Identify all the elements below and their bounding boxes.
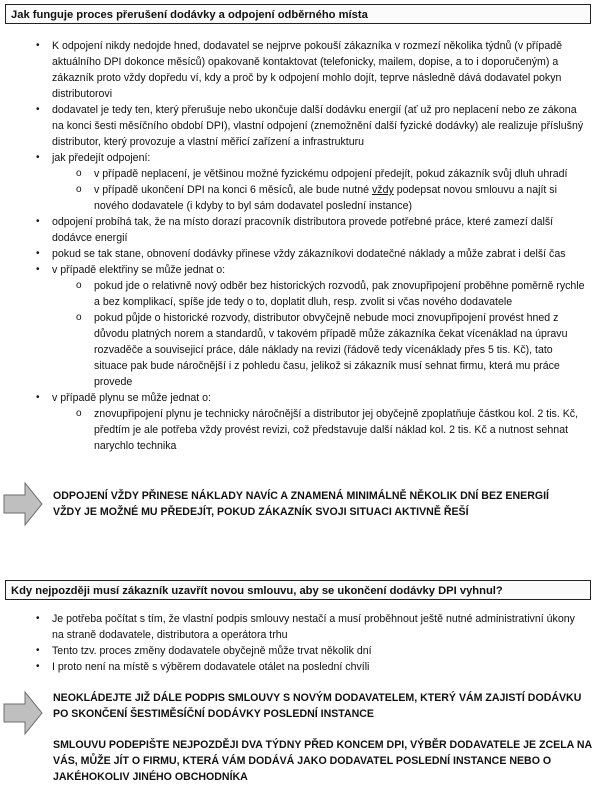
bullet-icon: • [36, 248, 40, 259]
section-1-list [0, 38, 600, 454]
bullet-icon: • [36, 152, 40, 163]
section-1-title: Jak funguje proces přerušení dodávky a odpojení odběrného místa [5, 4, 591, 24]
bullet-icon: • [36, 40, 40, 51]
bullet-icon: • [36, 264, 40, 275]
section-2-list [0, 611, 600, 675]
right-arrow-icon [3, 481, 43, 527]
emphasis-always: vždy [371, 184, 394, 196]
right-arrow-icon [3, 690, 43, 736]
section-1-callout: ODPOJENÍ VŽDY PŘINESE NÁKLADY NAVÍC A ZNAMENÁ MINIMÁLNĚ NĚKOLIK DNÍ BEZ ENERGIÍ VŽDY JE MOŽNÉ MU PŘEDEJÍT, POKUD ZÁKAZNÍK SVOJI SITUACI AKTIVNĚ ŘEŠÍ [53, 490, 549, 518]
sub-list-item: o v případě neplacení, je většinou možné fyzickému odpojení předejít, pokud zákazník svůj dluh uhradí [76, 168, 568, 180]
list-item: • odpojení probíhá tak, že na místo dorazí pracovník distributora provede potřebné práce, které zamezí další dodávce energií [36, 216, 554, 244]
list-item: • K odpojení nikdy nedojde hned, dodavatel se nejprve pokouší zákazníka v rozmezí několika týdnů (v případě aktuálního DPI dokonce měsíců) opakovaně kontaktovat (telefonicky, mailem, dopise, a to i doporučeným) a zákazník proto vždy dopředu ví, kdy a proč by k odpojení mohlo dojít, teprve následně dává dodavatel pokyn distributorovi [36, 40, 562, 100]
bullet-icon: • [36, 613, 40, 624]
bullet-icon: • [36, 661, 40, 672]
list-item: • v případě plynu se může jednat o: [36, 392, 212, 404]
sub-bullet-icon: o [76, 280, 82, 291]
sub-bullet-icon: o [76, 184, 82, 195]
sub-bullet-icon: o [76, 168, 82, 179]
sub-list-item: o v případě ukončení DPI na konci 6 měsíců, ale bude nutné vždy podepsat novou smlouvu a najít si nového dodavatele (i kdyby to byl sám dodavatel poslední instance) [76, 184, 557, 212]
list-item: • v případě elektřiny se může jednat o: [36, 264, 226, 276]
list-item: • Tento tzv. proces změny dodavatele obyčejně může trvat několik dní [36, 645, 372, 657]
section-2-title: Kdy nejpozději musí zákazník uzavřít novou smlouvu, aby se ukončení dodávky DPI vyhnul? [5, 580, 591, 600]
sub-bullet-icon: o [76, 408, 82, 419]
bullet-icon: • [36, 104, 40, 115]
bullet-icon: • [36, 216, 40, 227]
sub-bullet-icon: o [76, 312, 82, 323]
sub-list-item: o pokud půjde o historické rozvody, distributor obvyčejně nebude moci znovupřipojení provést hned z důvodu platných norem a standardů, v takovém případě může zákazníka čekat vícenáklad na úpravu rozvaděče a souvisejicí práce, dále náklady na revizi (řádově tedy vícenáklady přes 5 tis. Kč), tato situace pak bude náročnější i z pohledu času, jelikož si zákazník musí sehnat firmu, která mu práce provede [76, 312, 568, 388]
sub-list-item: o znovupřipojení plynu je technicky náročnější a distributor jej obyčejně zpoplatňuje částkou kol. 2 tis. Kč, předtím je ale potřeba vždy provést revizi, což představuje další náklad kol. 2 tis. Kč a nutnost sehnat narychlo technika [76, 408, 579, 452]
list-item: • dodavatel je tedy ten, který přerušuje nebo ukončuje další dodávku energií (ať už pro neplacení nebo ze zákona na konci šesti měsíčního období DPI), vlastní odpojení (znemožnění další fyzické dodávky) ale realizuje příslušný distributor, který provozuje a vlastní měřicí zařízení a infrastrukturu [36, 104, 584, 148]
section-2-callout-2: SMLOUVU PODEPIŠTE NEJPOZDĚJI DVA TÝDNY PŘED KONCEM DPI, VÝBĚR DODAVATELE JE ZCELA NA VÁS, MŮŽE JÍT O FIRMU, KTERÁ VÁM DODÁVÁ JAKO DODAVATEL POSLEDNÍ INSTANCE NEBO O JAKÉHOKOLIV JINÉHO OBCHODNÍKA [53, 739, 592, 783]
list-item: • pokud se tak stane, obnovení dodávky přinese vždy zákazníkovi dodatečné náklady a může zabrat i delší čas [36, 248, 566, 260]
bullet-icon: • [36, 392, 40, 403]
list-item: • jak předejít odpojení: [36, 152, 151, 164]
sub-list-item: o pokud jde o relativně nový odběr bez historických rozvodů, pak znovupřipojení proběhne poměrně rychle a bez komplikací, spíše jde tedy o to, doplatit dluh, resp. zvolit si včas nového dodavatele [76, 280, 585, 308]
section-2-callout-1: NEOKLÁDEJTE JIŽ DÁLE PODPIS SMLOUVY S NOVÝM DODAVATELEM, KTERÝ VÁM ZAJISTÍ DODÁVKU PO SKONČENÍ ŠESTIMĚSÍČNÍ DODÁVKY POSLEDNÍ INSTANCE [53, 692, 582, 720]
bullet-icon: • [36, 645, 40, 656]
list-item: • Je potřeba počítat s tím, že vlastní podpis smlouvy nestačí a musí proběhnout ještě nutné administrativní úkony na straně dodavatele, distributora a operátora trhu [36, 613, 575, 641]
list-item: • I proto není na místě s výběrem dodavatele otálet na poslední chvíli [36, 661, 370, 673]
